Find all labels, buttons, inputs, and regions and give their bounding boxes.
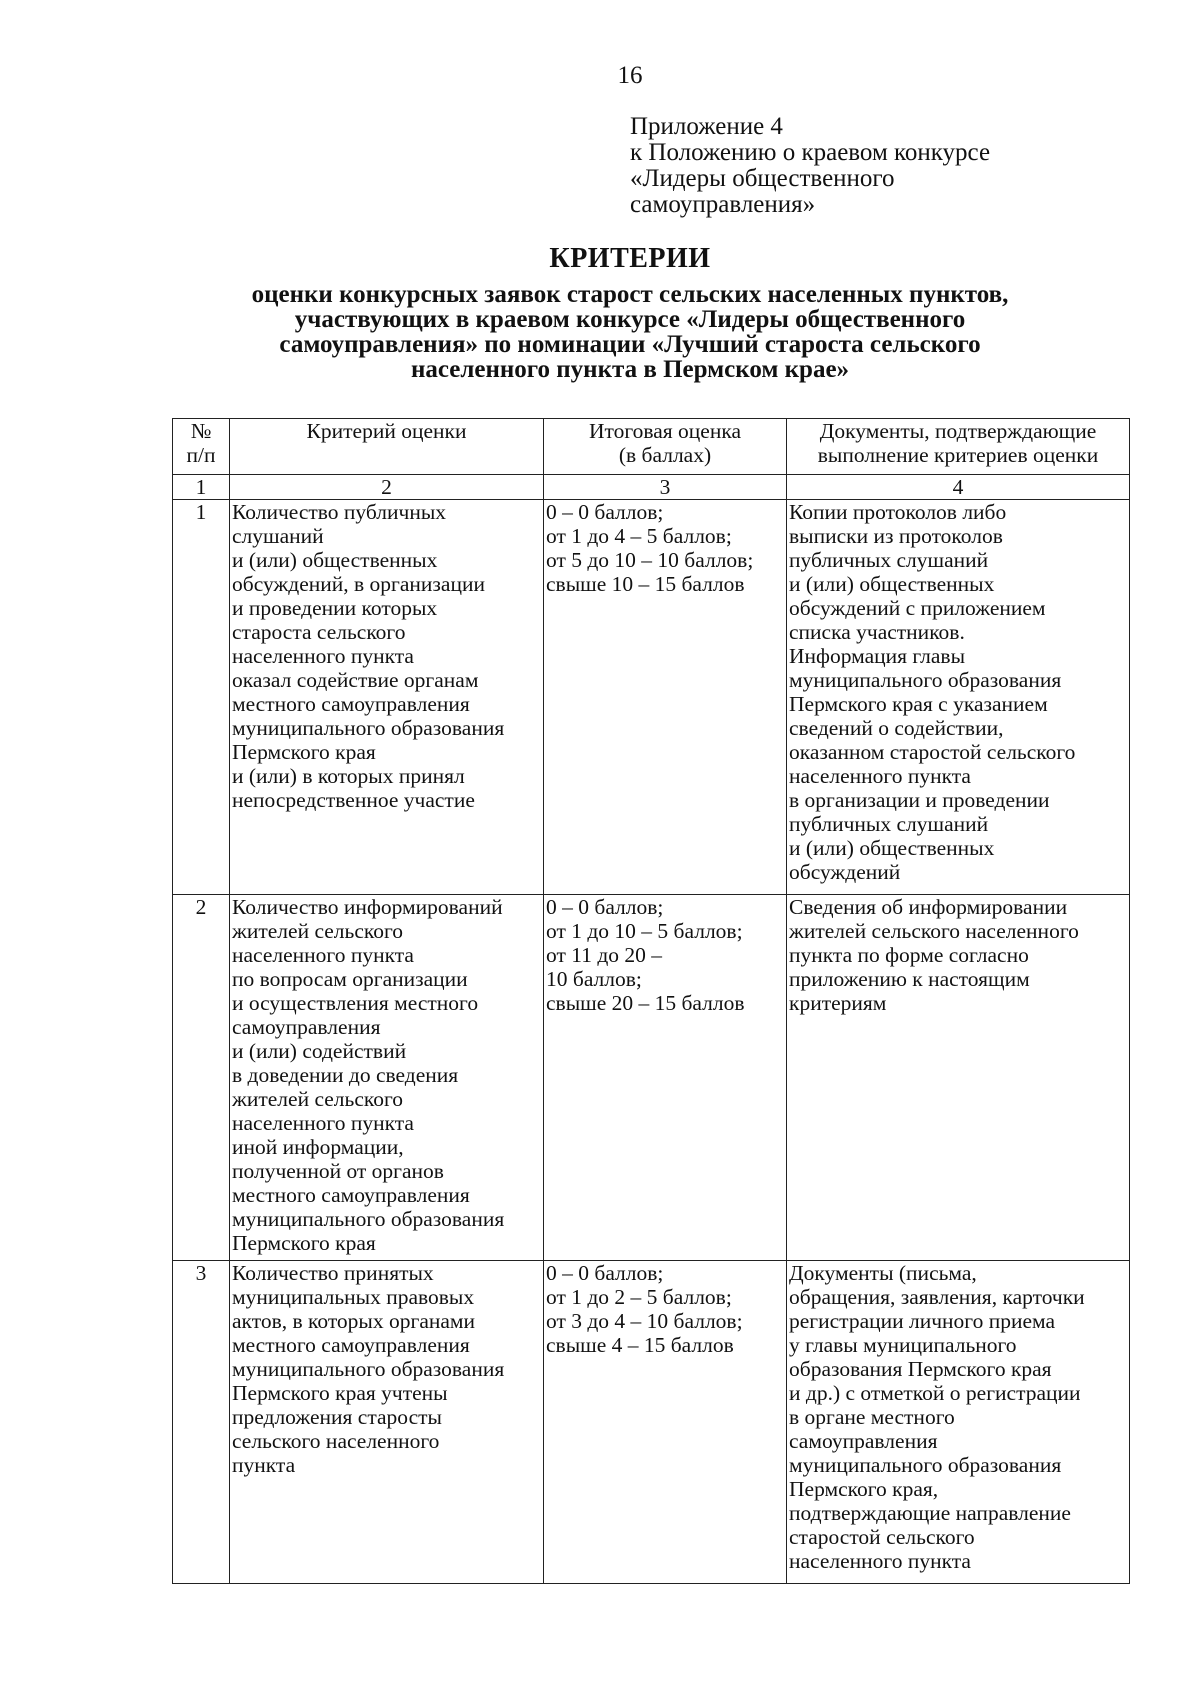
table-header-row — [173, 419, 1130, 475]
row-number: 3 — [173, 1261, 230, 1584]
cell-line: Пермского края — [232, 740, 376, 764]
cell-line: местного самоуправления — [232, 1183, 470, 1207]
cell-line: 0 – 0 баллов; — [546, 895, 664, 919]
column-number: 4 — [787, 475, 1130, 500]
header-documents-line: Документы, подтверждающие — [819, 419, 1097, 443]
cell-line: и (или) в которых принял — [232, 764, 465, 788]
cell-line: обсуждений — [789, 860, 901, 884]
criterion-cell — [230, 895, 544, 1261]
cell-line: Документы (письма, — [789, 1261, 977, 1285]
document-title: КРИТЕРИИ — [549, 243, 711, 274]
cell-line: образования Пермского края — [789, 1357, 1052, 1381]
header-score — [544, 419, 787, 475]
cell-line: Количество принятых — [232, 1261, 434, 1285]
cell-line: Пермского края с указанием — [789, 692, 1048, 716]
cell-line: населенного пункта — [789, 764, 971, 788]
cell-line: и проведении которых — [232, 596, 438, 620]
appendix-line: Приложение 4 — [630, 113, 783, 140]
cell-line: свыше 10 – 15 баллов — [546, 572, 745, 596]
column-number: 2 — [230, 475, 544, 500]
cell-line: от 1 до 4 – 5 баллов; — [546, 524, 732, 548]
cell-line: и (или) общественных — [789, 836, 995, 860]
cell-line: муниципального образования — [232, 716, 505, 740]
cell-line: Пермского края, — [789, 1477, 939, 1501]
column-number: 1 — [173, 475, 230, 500]
documents-cell — [787, 895, 1130, 1261]
cell-line: слушаний — [232, 524, 324, 548]
column-number: 3 — [544, 475, 787, 500]
row-number: 1 — [173, 500, 230, 895]
cell-line: в органе местного — [789, 1405, 955, 1429]
header-documents — [787, 419, 1130, 475]
cell-line: самоуправления — [232, 1015, 381, 1039]
criterion-cell — [230, 1261, 544, 1584]
cell-line: оказал содействие органам — [232, 668, 479, 692]
score-cell — [544, 1261, 787, 1584]
cell-line: старостой сельского — [789, 1525, 975, 1549]
cell-line: населенного пункта — [232, 943, 414, 967]
row-number: 2 — [173, 895, 230, 1261]
cell-line: 0 – 0 баллов; — [546, 500, 664, 524]
subtitle-line: участвующих в краевом конкурсе «Лидеры общественного — [294, 306, 966, 333]
table-row — [173, 500, 1130, 895]
cell-line: Копии протоколов либо — [789, 500, 1007, 524]
criteria-table — [172, 418, 1130, 1584]
cell-line: жителей сельского — [232, 1087, 404, 1111]
cell-line: обсуждений с приложением — [789, 596, 1046, 620]
cell-line: и (или) общественных — [789, 572, 995, 596]
cell-line: списка участников. — [789, 620, 965, 644]
score-cell — [544, 895, 787, 1261]
cell-line: свыше 20 – 15 баллов — [546, 991, 745, 1015]
appendix-note — [630, 114, 990, 218]
header-criterion — [230, 419, 544, 475]
header-score-line: Итоговая оценка — [588, 419, 742, 443]
cell-line: полученной от органов — [232, 1159, 444, 1183]
document-subtitle — [0, 282, 1200, 382]
cell-line: муниципального образования — [789, 1453, 1062, 1477]
cell-line: обращения, заявления, карточки — [789, 1285, 1085, 1309]
cell-line: непосредственное участие — [232, 788, 475, 812]
subtitle-line: населенного пункта в Пермском крае» — [410, 356, 850, 383]
cell-line: и др.) с отметкой о регистрации — [789, 1381, 1081, 1405]
page-number: 16 — [617, 62, 643, 89]
cell-line: от 11 до 20 – — [546, 943, 663, 967]
cell-line: жителей сельского населенного — [789, 919, 1079, 943]
cell-line: Пермского края учтены — [232, 1381, 448, 1405]
appendix-line: к Положению о краевом конкурсе — [630, 139, 991, 166]
header-documents-line: выполнение критериев оценки — [817, 443, 1099, 467]
column-numbers-row — [173, 475, 1130, 500]
cell-line: по вопросам организации — [232, 967, 468, 991]
cell-line: Информация главы — [789, 644, 966, 668]
cell-line: критериям — [789, 991, 887, 1015]
cell-line: муниципальных правовых — [232, 1285, 475, 1309]
cell-line: Пермского края — [232, 1231, 376, 1255]
cell-line: пункта — [232, 1453, 296, 1477]
cell-line: муниципального образования — [232, 1357, 505, 1381]
cell-line: муниципального образования — [232, 1207, 505, 1231]
cell-line: обсуждений, в организации — [232, 572, 485, 596]
cell-line: выписки из протоколов — [789, 524, 1003, 548]
cell-line: и осуществления местного — [232, 991, 479, 1015]
cell-line: от 1 до 2 – 5 баллов; — [546, 1285, 732, 1309]
cell-line: в организации и проведении — [789, 788, 1050, 812]
subtitle-line: самоуправления» по номинации «Лучший староста сельского — [279, 331, 981, 358]
cell-line: местного самоуправления — [232, 692, 470, 716]
cell-line: оказанном старостой сельского — [789, 740, 1076, 764]
cell-line: от 3 до 4 – 10 баллов; — [546, 1309, 743, 1333]
cell-line: населенного пункта — [789, 1549, 971, 1573]
criterion-cell — [230, 500, 544, 895]
cell-line: сельского населенного — [232, 1429, 440, 1453]
table-row — [173, 1261, 1130, 1584]
cell-line: актов, в которых органами — [232, 1309, 476, 1333]
cell-line: в доведении до сведения — [232, 1063, 459, 1087]
cell-line: сведений о содействии, — [789, 716, 1004, 740]
header-num — [173, 419, 230, 475]
score-cell — [544, 500, 787, 895]
cell-line: самоуправления — [789, 1429, 938, 1453]
cell-line: от 5 до 10 – 10 баллов; — [546, 548, 754, 572]
cell-line: у главы муниципального — [789, 1333, 1017, 1357]
header-score-line: (в баллах) — [618, 443, 712, 467]
documents-cell — [787, 1261, 1130, 1584]
cell-line: от 1 до 10 – 5 баллов; — [546, 919, 743, 943]
header-criterion-line: Критерий оценки — [306, 419, 467, 443]
cell-line: публичных слушаний — [789, 812, 989, 836]
cell-line: и (или) общественных — [232, 548, 438, 572]
cell-line: предложения старосты — [232, 1405, 442, 1429]
cell-line: 0 – 0 баллов; — [546, 1261, 664, 1285]
cell-line: регистрации личного приема — [789, 1309, 1056, 1333]
cell-line: и (или) содействий — [232, 1039, 407, 1063]
cell-line: населенного пункта — [232, 1111, 414, 1135]
table-row — [173, 895, 1130, 1261]
cell-line: Количество информирований — [232, 895, 503, 919]
cell-line: публичных слушаний — [789, 548, 989, 572]
cell-line: 10 баллов; — [546, 967, 642, 991]
cell-line: Сведения об информировании — [789, 895, 1068, 919]
cell-line: местного самоуправления — [232, 1333, 470, 1357]
subtitle-line: оценки конкурсных заявок старост сельских населенных пунктов, — [251, 281, 1009, 308]
cell-line: населенного пункта — [232, 644, 414, 668]
cell-line: староста сельского — [232, 620, 406, 644]
header-num-line: п/п — [186, 443, 216, 467]
cell-line: иной информации, — [232, 1135, 404, 1159]
cell-line: муниципального образования — [789, 668, 1062, 692]
header-num-line: № — [190, 419, 212, 443]
cell-line: приложению к настоящим — [789, 967, 1030, 991]
cell-line: жителей сельского — [232, 919, 404, 943]
appendix-line: самоуправления» — [630, 191, 816, 218]
cell-line: подтверждающие направление — [789, 1501, 1071, 1525]
documents-cell — [787, 500, 1130, 895]
appendix-line: «Лидеры общественного — [630, 165, 895, 192]
cell-line: Количество публичных — [232, 500, 447, 524]
cell-line: свыше 4 – 15 баллов — [546, 1333, 734, 1357]
cell-line: пункта по форме согласно — [789, 943, 1029, 967]
